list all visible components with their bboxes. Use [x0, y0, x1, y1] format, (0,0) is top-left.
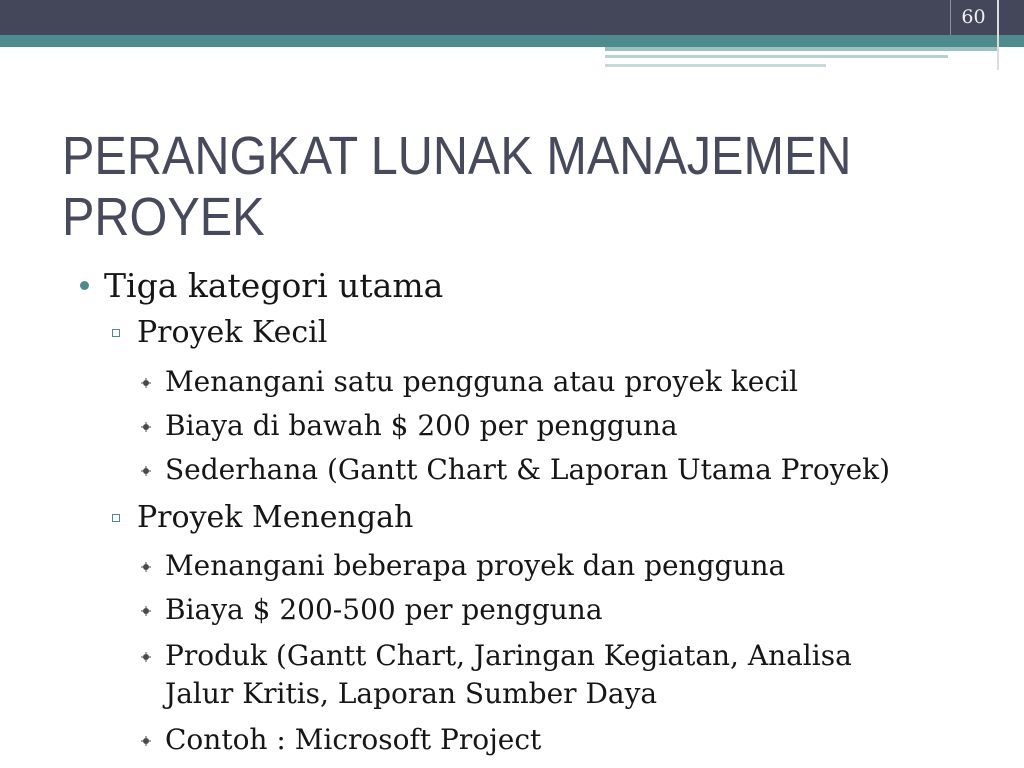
- category-item: [0, 499, 1024, 537]
- category-item: [0, 314, 1024, 352]
- point-item: [0, 363, 1024, 401]
- small-dot-bullet-icon: [143, 738, 149, 744]
- category-label: Proyek Menengah: [137, 500, 414, 535]
- point-item: [0, 637, 1024, 713]
- accent-stripe: [0, 35, 1024, 47]
- point-item: [0, 721, 1024, 759]
- small-dot-bullet-icon: [143, 380, 149, 386]
- small-dot-bullet-icon: [143, 654, 149, 660]
- accent-line: [605, 64, 826, 67]
- slide-title: PERANGKAT LUNAK MANAJEMEN PROYEK: [62, 126, 852, 247]
- small-dot-bullet-icon: [143, 468, 149, 474]
- round-bullet-icon: [80, 281, 89, 290]
- point-item: [0, 451, 1024, 489]
- point-text: Produk (Gantt Chart, Jaringan Kegiatan, Analisa Jalur Kritis, Laporan Sumber Daya: [165, 639, 852, 710]
- small-dot-bullet-icon: [143, 424, 149, 430]
- point-text: Biaya di bawah $ 200 per pengguna: [165, 409, 678, 442]
- point-item: [0, 547, 1024, 585]
- category-label: Proyek Kecil: [137, 315, 328, 350]
- square-bullet-icon: [112, 514, 120, 522]
- point-text: Menangani satu pengguna atau proyek kecil: [165, 365, 798, 398]
- point-text: Sederhana (Gantt Chart & Laporan Utama Proyek): [165, 453, 891, 486]
- accent-light-stripe: [605, 47, 998, 51]
- small-dot-bullet-icon: [143, 608, 149, 614]
- header-bar: [0, 0, 1024, 35]
- point-text: Menangani beberapa proyek dan pengguna: [165, 549, 786, 582]
- slide-number: 60: [961, 6, 986, 28]
- bullet-text: Tiga kategori utama: [104, 266, 444, 305]
- bullet-item-level1: [0, 266, 1024, 306]
- point-item: [0, 407, 1024, 445]
- header-divider: [997, 0, 999, 70]
- point-text: Contoh : Microsoft Project: [165, 723, 542, 756]
- accent-line: [605, 55, 948, 58]
- small-dot-bullet-icon: [143, 564, 149, 570]
- square-bullet-icon: [112, 329, 120, 337]
- point-item: [0, 591, 1024, 629]
- point-text: Biaya $ 200-500 per pengguna: [165, 593, 603, 626]
